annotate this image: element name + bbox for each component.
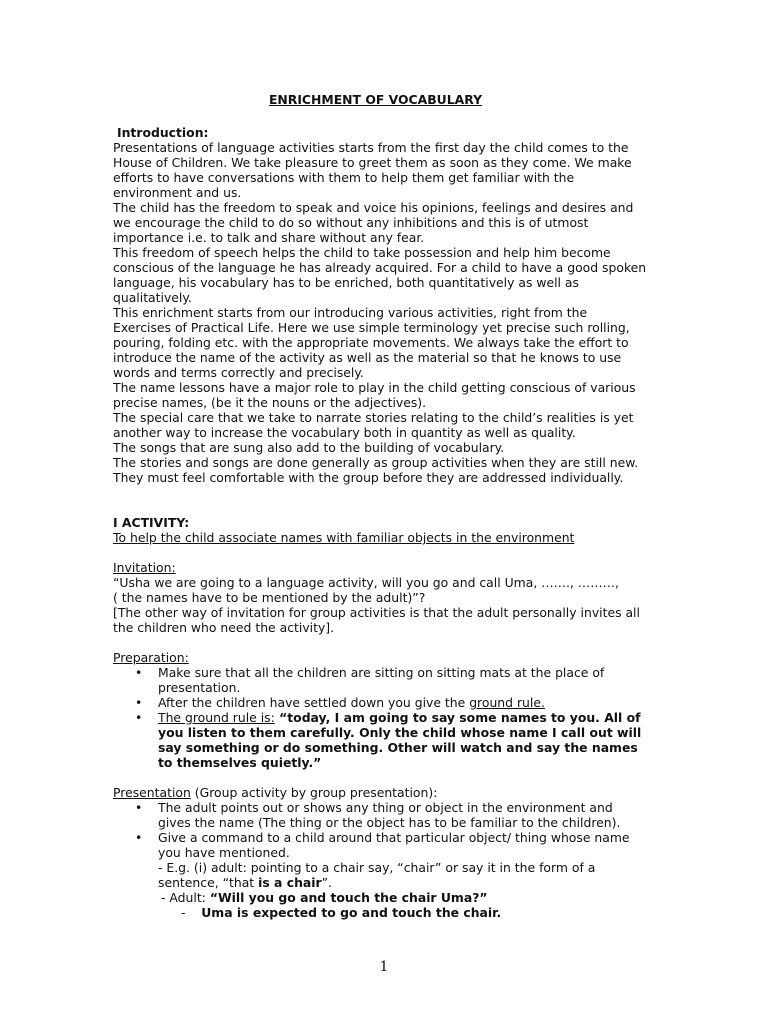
ground-rule-text: “today, I am going to say some names to you. All of you listen to them carefully. Only the child whose name I call out will say something or do something. Other will watch and say the names to themselves quietly.” [158, 710, 642, 770]
ground-rule-link: ground rule. [469, 695, 545, 710]
list-item [113, 830, 648, 860]
example-bold: is a chair [258, 875, 322, 890]
preparation-item-text: Make sure that all the children are sitting on sitting mats at the place of presentation. [158, 665, 605, 695]
list-item [113, 800, 648, 830]
expected-line [113, 905, 648, 920]
invitation-note: [The other way of invitation for group activities is that the adult personally invites all the children who need the activity]. [113, 605, 640, 635]
example-end: ”. [321, 875, 332, 890]
example-text: - E.g. (i) adult: pointing to a chair say, “chair” or say it in the form of a sentence, “that [158, 860, 596, 890]
invitation-line: “Usha we are going to a language activity, will you go and call Uma, ……., ………, [113, 575, 619, 590]
page-number: 1 [379, 959, 389, 975]
adult-command-line [113, 890, 648, 905]
example-line [113, 860, 648, 890]
spacer [113, 485, 648, 515]
document-page [113, 92, 648, 920]
document-title: ENRICHMENT OF VOCABULARY [268, 92, 483, 107]
list-item [113, 665, 648, 695]
ground-rule-label: The ground rule is: [158, 710, 275, 725]
activity-heading: I ACTIVITY: [113, 515, 190, 530]
intro-paragraph: This enrichment starts from our introducing various activities, right from the Exercises of Practical Life. Here we use simple terminology yet precise such rolling, pouring, folding etc. with the appropriate movements. We always take the effort to introduce the name of the activity as well as the material so that he knows to use words and terms correctly and precisely. [113, 305, 630, 380]
presentation-list [113, 800, 648, 860]
list-item [113, 710, 648, 770]
invitation-heading: Invitation: [113, 560, 176, 575]
presentation-heading-suffix: (Group activity by group presentation): [190, 785, 438, 800]
expected-text: Uma is expected to go and touch the chair. [201, 905, 502, 920]
preparation-list [113, 665, 648, 770]
intro-paragraph: The stories and songs are done generally as group activities when they are still new. They must feel comfortable with the group before they are addressed individually. [113, 455, 639, 485]
presentation-item-text: Give a command to a child around that particular object/ thing whose name you have mentioned. [158, 830, 630, 860]
adult-prefix: - Adult: [161, 890, 210, 905]
intro-paragraph: Presentations of language activities starts from the first day the child comes to the House of Children. We take pleasure to greet them as soon as they come. We make efforts to have conversations with them to help them get familiar with the environment and us. [113, 140, 632, 200]
presentation-item-text: The adult points out or shows any thing or object in the environment and gives the name (The thing or the object has to be familiar to the children). [158, 800, 621, 830]
intro-paragraph: This freedom of speech helps the child to take possession and help him become conscious of the language he has already acquired. For a child to have a good spoken language, his vocabulary has to be enriched, both quantitatively as well as qualitatively. [113, 245, 647, 305]
preparation-item-text: After the children have settled down you give the [158, 695, 470, 710]
intro-paragraph: The child has the freedom to speak and voice his opinions, feelings and desires and we encourage the child to do so without any inhibitions and this is of utmost importance i.e. to talk and share without any fear. [113, 200, 634, 245]
spacer [113, 770, 648, 785]
preparation-heading: Preparation: [113, 650, 189, 665]
list-item [113, 695, 648, 710]
activity-aim: To help the child associate names with familiar objects in the environment [113, 530, 575, 545]
presentation-heading: Presentation [113, 785, 191, 800]
expected-dash: - [181, 905, 186, 920]
adult-command: “Will you go and touch the chair Uma?” [209, 890, 488, 905]
introduction-heading: Introduction: [117, 125, 209, 140]
intro-paragraph: The special care that we take to narrate stories relating to the child’s realities is yet another way to increase the vocabulary both in quantity as well as quality. [113, 410, 634, 440]
intro-paragraph: The name lessons have a major role to play in the child getting conscious of various precise names, (be it the nouns or the adjectives). [113, 380, 636, 410]
intro-paragraph: The songs that are sung also add to the building of vocabulary. [113, 440, 505, 455]
invitation-line: ( the names have to be mentioned by the adult)”? [113, 590, 426, 605]
presentation-heading-line [113, 785, 648, 800]
spacer [113, 635, 648, 650]
spacer [113, 545, 648, 560]
